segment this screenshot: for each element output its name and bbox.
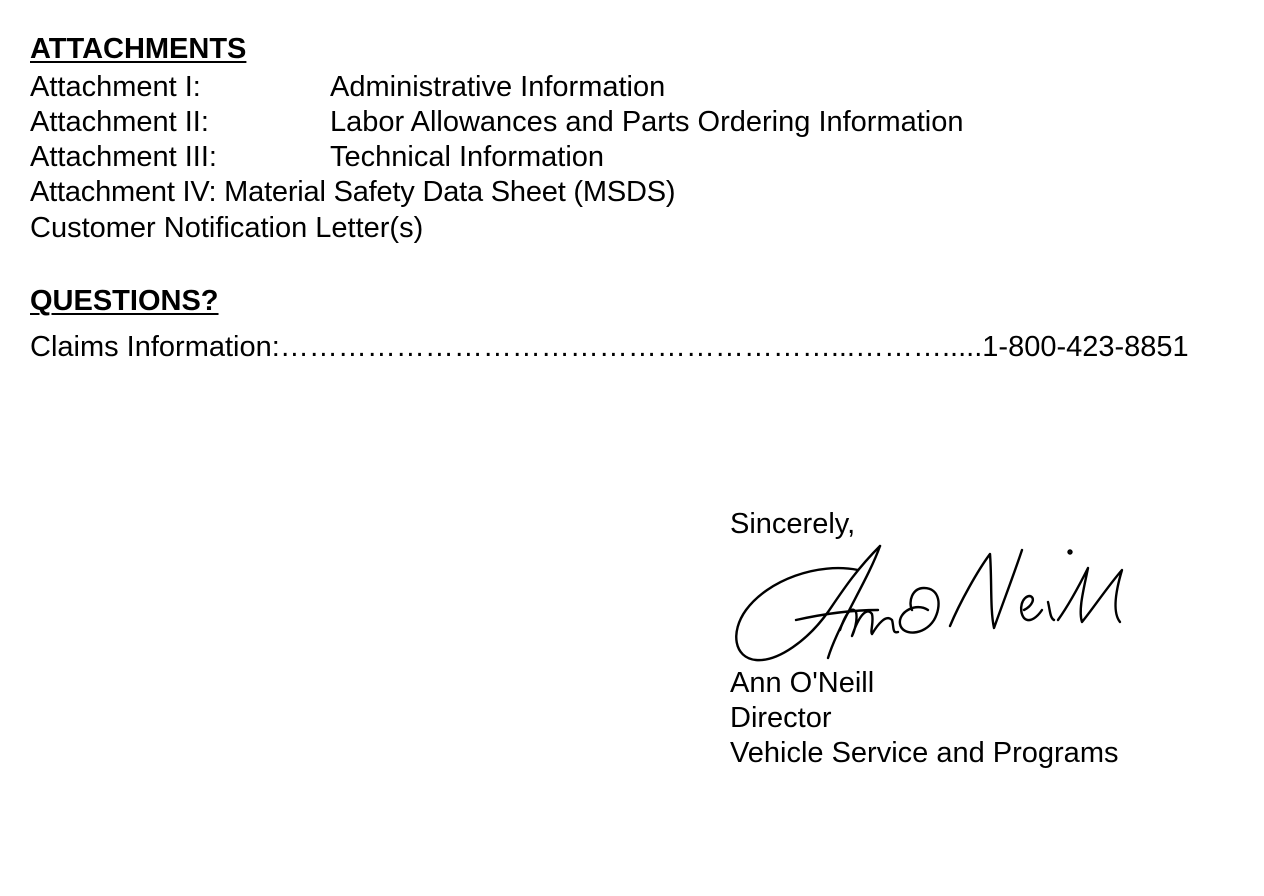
attachment-label: Attachment III: <box>30 141 217 173</box>
signer-name: Ann O'Neill <box>730 667 875 699</box>
salutation: Sincerely, <box>730 508 856 540</box>
claims-leader-dots: …………………………………………………...………..... <box>279 331 983 363</box>
claims-label: Claims Information: <box>30 331 280 363</box>
attachment-row-msds: Attachment IV: Material Safety Data Sheet (MSDS) <box>30 176 676 208</box>
closing-block <box>730 507 855 542</box>
claims-phone: 1-800-423-8851 <box>982 331 1189 363</box>
claims-information-row <box>30 330 1189 365</box>
signer-title: Director <box>730 702 832 734</box>
attachment-title: Technical Information <box>330 141 605 173</box>
questions-heading: QUESTIONS? <box>30 285 219 317</box>
customer-notification-row: Customer Notification Letter(s) <box>30 212 424 244</box>
signer-block <box>730 666 1118 771</box>
attachment-row <box>30 70 665 105</box>
attachment-label: Attachment I: <box>30 71 201 103</box>
signature-image <box>728 540 1148 670</box>
attachment-label: Attachment II: <box>30 106 209 138</box>
attachment-row <box>30 140 604 175</box>
signer-department: Vehicle Service and Programs <box>730 737 1119 769</box>
attachments-heading: ATTACHMENTS <box>30 33 247 65</box>
attachment-title: Administrative Information <box>330 71 666 103</box>
attachment-title: Labor Allowances and Parts Ordering Information <box>330 106 964 138</box>
attachment-row <box>30 105 964 140</box>
